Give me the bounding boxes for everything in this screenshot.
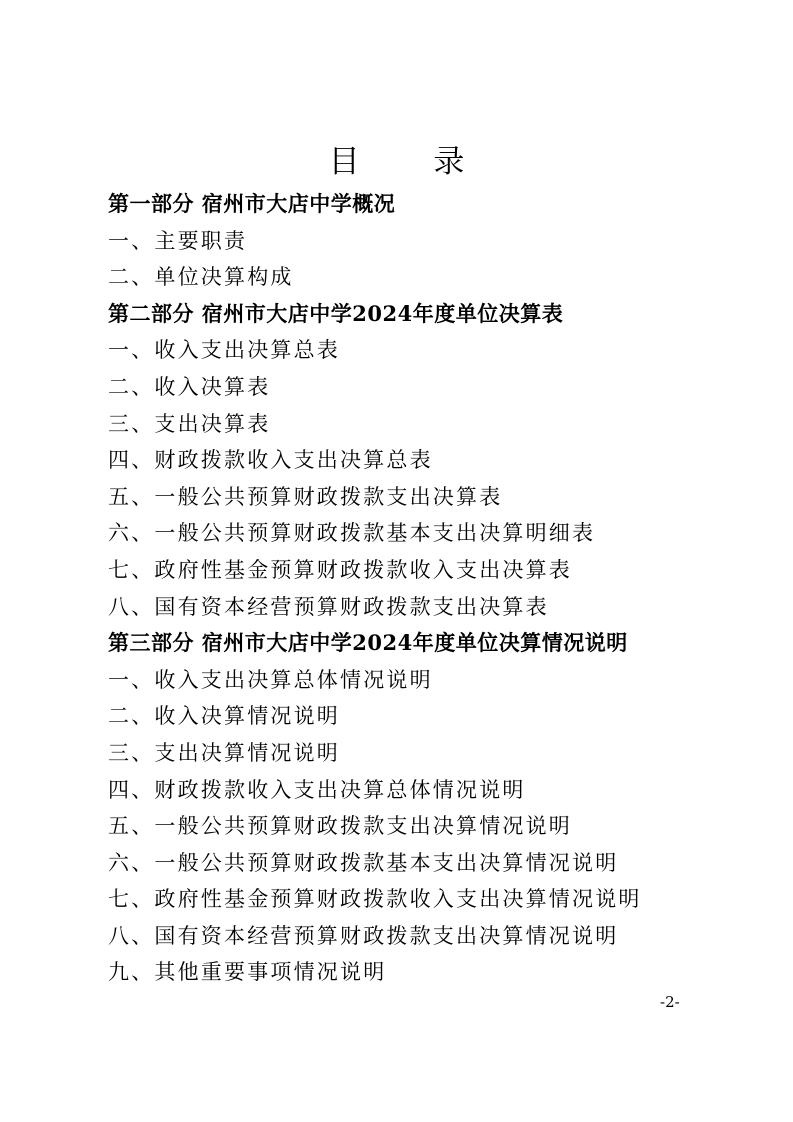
toc-section-part-1[interactable]: 第一部分 宿州市大店中学概况 (108, 191, 396, 216)
toc-item[interactable]: 六、一般公共预算财政拨款基本支出决算明细表 (108, 521, 596, 546)
toc-item[interactable]: 一、收入支出决算总体情况说明 (108, 667, 433, 692)
toc-item[interactable]: 五、一般公共预算财政拨款支出决算表 (108, 484, 503, 509)
toc-item[interactable]: 三、支出决算表 (108, 411, 271, 436)
page-number: -2- (660, 993, 680, 1011)
toc-item[interactable]: 五、一般公共预算财政拨款支出决算情况说明 (108, 814, 572, 839)
toc-item[interactable]: 八、国有资本经营预算财政拨款支出决算表 (108, 594, 549, 619)
toc-item[interactable]: 三、支出决算情况说明 (108, 740, 340, 765)
toc-item[interactable]: 一、主要职责 (108, 228, 248, 253)
page-title: 目 录 (328, 144, 497, 180)
toc-item[interactable]: 六、一般公共预算财政拨款基本支出决算情况说明 (108, 850, 619, 875)
toc-item[interactable]: 四、财政拨款收入支出决算总表 (108, 448, 433, 473)
toc-item[interactable]: 七、政府性基金预算财政拨款收入支出决算表 (108, 557, 572, 582)
toc-item[interactable]: 四、财政拨款收入支出决算总体情况说明 (108, 777, 526, 802)
table-of-contents (108, 186, 642, 991)
toc-item[interactable]: 九、其他重要事项情况说明 (108, 960, 387, 985)
toc-item[interactable]: 七、政府性基金预算财政拨款收入支出决算情况说明 (108, 887, 642, 912)
toc-section-part-3[interactable]: 第三部分 宿州市大店中学2024年度单位决算情况说明 (108, 630, 628, 656)
toc-item[interactable]: 二、收入决算情况说明 (108, 704, 340, 729)
toc-item[interactable]: 二、单位决算构成 (108, 265, 294, 290)
toc-item[interactable]: 一、收入支出决算总表 (108, 338, 340, 363)
toc-item[interactable]: 八、国有资本经营预算财政拨款支出决算情况说明 (108, 923, 619, 948)
toc-item[interactable]: 二、收入决算表 (108, 374, 271, 399)
toc-section-part-2[interactable]: 第二部分 宿州市大店中学2024年度单位决算表 (108, 300, 564, 326)
